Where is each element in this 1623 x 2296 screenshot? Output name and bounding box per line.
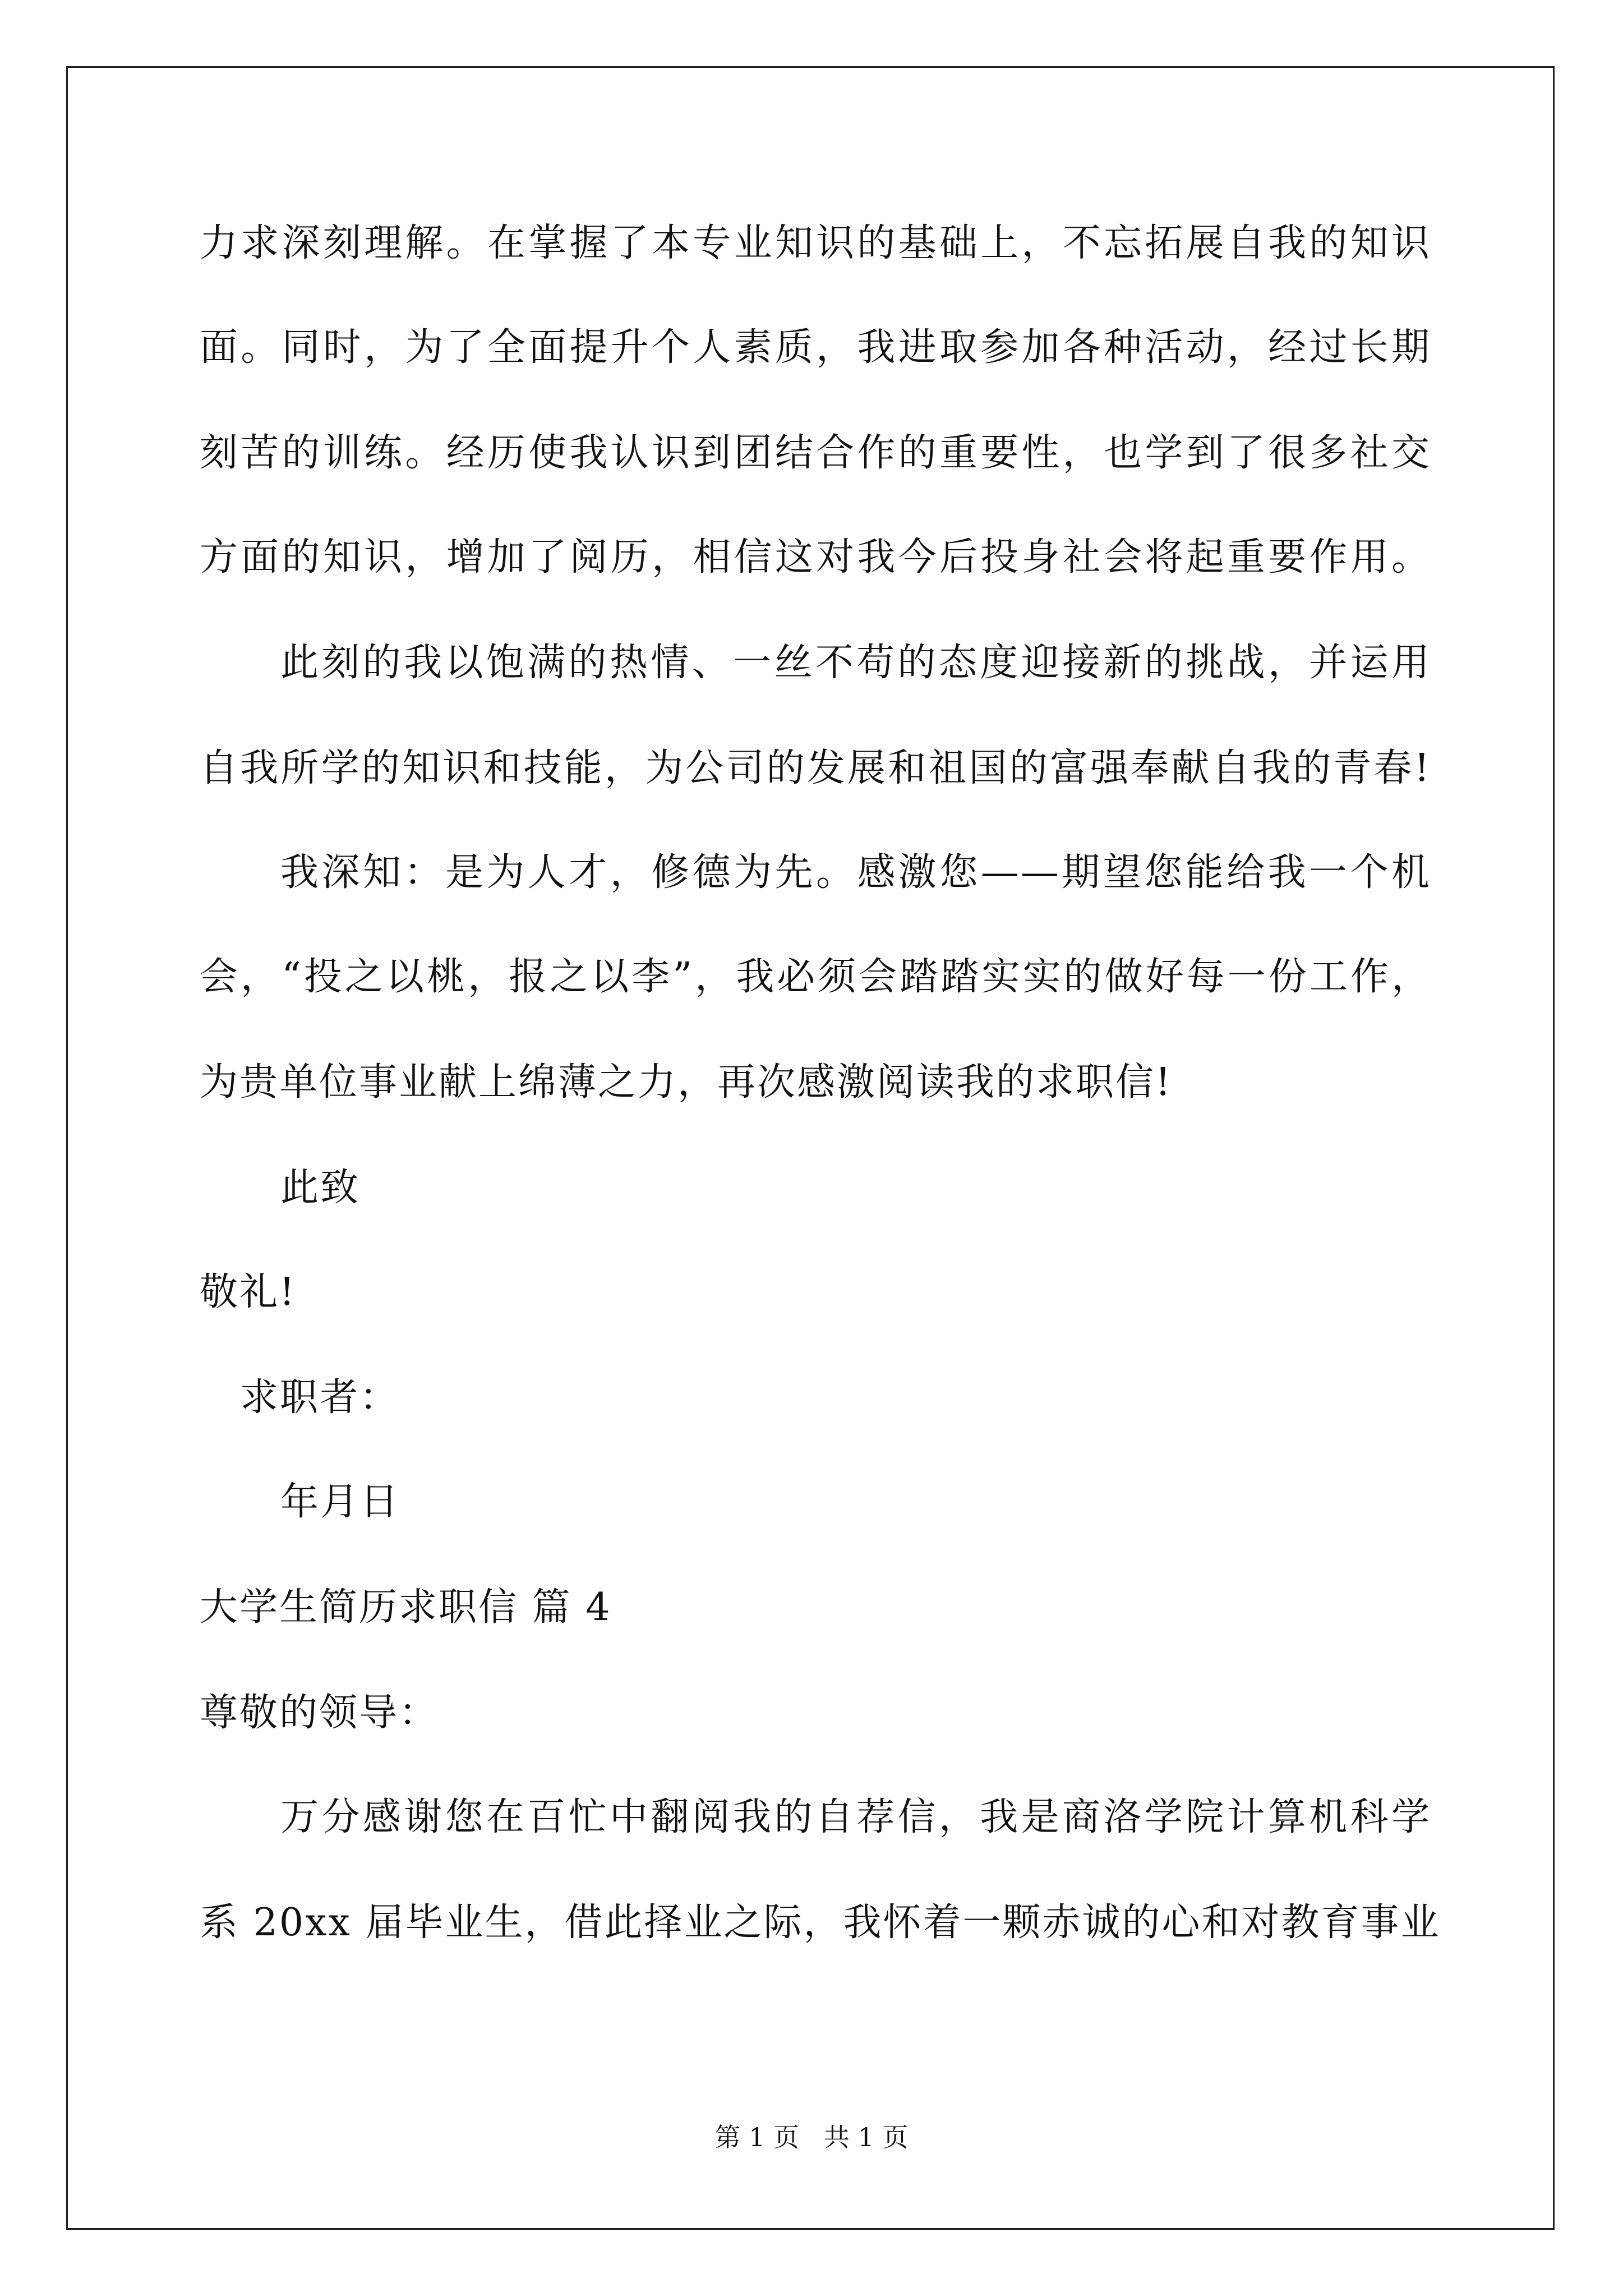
- closing-salutation: 此致: [280, 1166, 361, 1210]
- body-line-3: 刻苦的训练。经历使我认识到团结合作的重要性，也学到了很多社交: [200, 431, 1431, 475]
- body-line-9: 为贵单位事业献上绵薄之力，再次感激阅读我的求职信!: [200, 1060, 1173, 1105]
- closing-regards: 敬礼!: [200, 1270, 297, 1314]
- page-number: 第 1 页 共 1 页: [714, 2122, 909, 2152]
- paragraph-start-line: 万分感谢您在百忙中翻阅我的自荐信，我是商洛学院计算机科学: [280, 1795, 1431, 1839]
- paragraph-start-line: 我深知：是为人才，修德为先。感激您——期望您能给我一个机: [280, 850, 1431, 895]
- signature-label: 求职者：: [240, 1375, 400, 1420]
- body-line-6: 自我所学的知识和技能，为公司的发展和祖国的富强奉献自我的青春!: [200, 746, 1431, 790]
- body-line-8: 会，“投之以桃，报之以李”，我必须会踏踏实实的做好每一份工作，: [200, 955, 1431, 999]
- section-heading: 大学生简历求职信 篇 4: [200, 1585, 612, 1630]
- paragraph-start-line: 此刻的我以饱满的热情、一丝不苟的态度迎接新的挑战，并运用: [280, 641, 1431, 685]
- body-line-1: 力求深刻理解。在掌握了本专业知识的基础上，不忘拓展自我的知识: [200, 221, 1431, 265]
- body-line-2: 面。同时，为了全面提升个人素质，我进取参加各种活动，经过长期: [200, 325, 1431, 370]
- body-line-17: 系 20xx 届毕业生，借此择业之际，我怀着一颗赤诚的心和对教育事业: [200, 1901, 1441, 1945]
- body-line-4: 方面的知识，增加了阅历，相信这对我今后投身社会将起重要作用。: [200, 535, 1431, 579]
- greeting: 尊敬的领导：: [200, 1691, 439, 1735]
- date-line: 年月日: [280, 1480, 400, 1524]
